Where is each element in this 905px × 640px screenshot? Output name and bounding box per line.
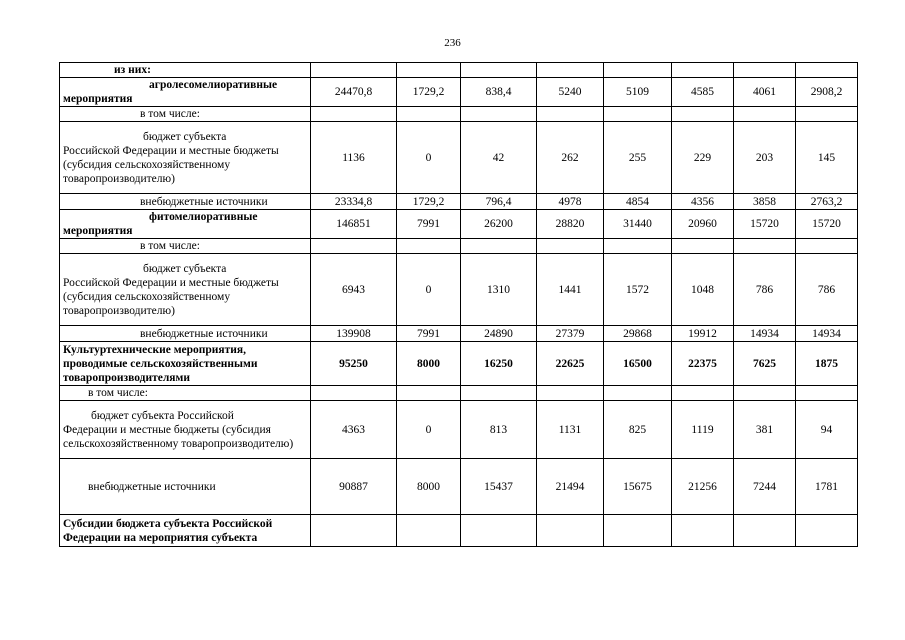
row-label-cell — [60, 515, 311, 547]
value-cell — [537, 515, 604, 547]
value-cell: 28820 — [537, 210, 604, 239]
value-cell: 4356 — [672, 194, 734, 210]
value-cell: 23334,8 — [311, 194, 397, 210]
value-cell: 42 — [461, 122, 537, 194]
value-cell: 786 — [734, 254, 796, 326]
row-label: внебюджетные источники — [140, 327, 268, 340]
value-cell — [734, 239, 796, 254]
table-row — [60, 515, 858, 547]
row-label-cell — [60, 239, 311, 254]
row-label-first-line: бюджет субъекта — [143, 262, 227, 275]
value-cell: 14934 — [796, 326, 858, 342]
table-row — [60, 326, 858, 342]
value-cell: 5109 — [604, 78, 672, 107]
table-row — [60, 342, 858, 386]
table-row — [60, 254, 858, 326]
table-row — [60, 78, 858, 107]
value-cell: 1781 — [796, 459, 858, 515]
value-cell — [537, 239, 604, 254]
row-label: Субсидии бюджета субъекта Российской Федерации на мероприятия субъекта — [63, 517, 273, 544]
value-cell: 4363 — [311, 401, 397, 459]
row-label: внебюджетные источники — [88, 480, 216, 493]
row-label-cell — [60, 326, 311, 342]
table-body — [60, 63, 858, 547]
value-cell: 6943 — [311, 254, 397, 326]
value-cell: 15437 — [461, 459, 537, 515]
value-cell — [537, 107, 604, 122]
value-cell: 7991 — [397, 210, 461, 239]
value-cell: 20960 — [672, 210, 734, 239]
table-row — [60, 122, 858, 194]
value-cell: 1572 — [604, 254, 672, 326]
value-cell: 146851 — [311, 210, 397, 239]
page-number: 236 — [444, 37, 461, 49]
value-cell: 95250 — [311, 342, 397, 386]
value-cell: 19912 — [672, 326, 734, 342]
value-cell: 838,4 — [461, 78, 537, 107]
row-label: внебюджетные источники — [140, 195, 268, 208]
value-cell: 381 — [734, 401, 796, 459]
value-cell — [672, 107, 734, 122]
value-cell: 8000 — [397, 342, 461, 386]
row-label: в том числе: — [140, 108, 200, 120]
value-cell: 27379 — [537, 326, 604, 342]
value-cell: 4854 — [604, 194, 672, 210]
value-cell — [734, 515, 796, 547]
row-label: Культуртехнические мероприятия, проводимые сельскохозяйственными товаропроизводителями — [63, 343, 258, 384]
table-row — [60, 459, 858, 515]
value-cell: 786 — [796, 254, 858, 326]
table-row — [60, 63, 858, 78]
row-label-first-line: фитомелиоративные — [149, 211, 258, 223]
value-cell: 1729,2 — [397, 194, 461, 210]
value-cell: 4061 — [734, 78, 796, 107]
table-row — [60, 401, 858, 459]
value-cell — [796, 107, 858, 122]
value-cell: 24470,8 — [311, 78, 397, 107]
value-cell: 1310 — [461, 254, 537, 326]
value-cell — [397, 515, 461, 547]
value-cell: 139908 — [311, 326, 397, 342]
budget-table — [59, 62, 858, 547]
value-cell — [537, 386, 604, 401]
value-cell: 4978 — [537, 194, 604, 210]
row-label-rest: мероприятия — [63, 225, 133, 237]
value-cell — [604, 63, 672, 78]
value-cell — [672, 63, 734, 78]
value-cell — [672, 515, 734, 547]
value-cell: 7625 — [734, 342, 796, 386]
value-cell — [672, 386, 734, 401]
value-cell — [796, 386, 858, 401]
table-row — [60, 107, 858, 122]
value-cell: 14934 — [734, 326, 796, 342]
table-row — [60, 210, 858, 239]
value-cell: 21256 — [672, 459, 734, 515]
row-label-cell — [60, 122, 311, 194]
row-label-cell — [60, 401, 311, 459]
value-cell — [397, 107, 461, 122]
row-label-cell — [60, 78, 311, 107]
value-cell — [311, 63, 397, 78]
row-label-cell — [60, 254, 311, 326]
row-label-first-line: бюджет субъекта Российской — [91, 409, 234, 422]
value-cell — [672, 239, 734, 254]
value-cell: 1875 — [796, 342, 858, 386]
value-cell: 7244 — [734, 459, 796, 515]
value-cell: 15675 — [604, 459, 672, 515]
row-label-rest: Федерации и местные бюджеты (субсидия сельскохозяйственному товаропроизводителю) — [63, 423, 294, 450]
row-label-cell — [60, 210, 311, 239]
value-cell — [311, 386, 397, 401]
row-label-cell — [60, 459, 311, 515]
value-cell: 203 — [734, 122, 796, 194]
value-cell: 145 — [796, 122, 858, 194]
value-cell: 1119 — [672, 401, 734, 459]
value-cell — [604, 239, 672, 254]
value-cell: 29868 — [604, 326, 672, 342]
value-cell — [796, 239, 858, 254]
row-label-rest: Российской Федерации и местные бюджеты (субсидия сельскохозяйственному товаропроизводителю) — [63, 144, 279, 185]
value-cell: 1131 — [537, 401, 604, 459]
value-cell: 0 — [397, 401, 461, 459]
value-cell: 16250 — [461, 342, 537, 386]
value-cell — [461, 107, 537, 122]
value-cell — [604, 515, 672, 547]
row-label-first-line: бюджет субъекта — [143, 130, 227, 143]
value-cell: 825 — [604, 401, 672, 459]
value-cell — [461, 63, 537, 78]
value-cell: 813 — [461, 401, 537, 459]
row-label: в том числе: — [140, 240, 200, 252]
value-cell: 1441 — [537, 254, 604, 326]
value-cell: 22375 — [672, 342, 734, 386]
value-cell — [734, 107, 796, 122]
value-cell — [604, 107, 672, 122]
value-cell: 2763,2 — [796, 194, 858, 210]
value-cell: 0 — [397, 254, 461, 326]
value-cell — [796, 63, 858, 78]
value-cell: 7991 — [397, 326, 461, 342]
value-cell — [461, 515, 537, 547]
row-label-cell — [60, 194, 311, 210]
value-cell: 24890 — [461, 326, 537, 342]
value-cell: 796,4 — [461, 194, 537, 210]
value-cell: 1136 — [311, 122, 397, 194]
value-cell — [311, 107, 397, 122]
row-label: из них: — [114, 64, 151, 76]
row-label-cell — [60, 386, 311, 401]
value-cell: 8000 — [397, 459, 461, 515]
value-cell — [397, 63, 461, 78]
row-label-cell — [60, 107, 311, 122]
table-row — [60, 239, 858, 254]
value-cell — [461, 386, 537, 401]
row-label-rest: мероприятия — [63, 93, 133, 105]
value-cell: 4585 — [672, 78, 734, 107]
value-cell — [796, 515, 858, 547]
value-cell: 5240 — [537, 78, 604, 107]
row-label-cell — [60, 63, 311, 78]
row-label: в том числе: — [88, 387, 148, 399]
value-cell — [734, 386, 796, 401]
value-cell: 94 — [796, 401, 858, 459]
value-cell: 26200 — [461, 210, 537, 239]
value-cell: 31440 — [604, 210, 672, 239]
row-label-first-line: агролесомелиоративные — [149, 79, 278, 91]
value-cell — [397, 239, 461, 254]
value-cell — [461, 239, 537, 254]
row-label-cell — [60, 342, 311, 386]
value-cell — [734, 63, 796, 78]
table-row — [60, 386, 858, 401]
value-cell: 1729,2 — [397, 78, 461, 107]
value-cell: 262 — [537, 122, 604, 194]
row-label-rest: Российской Федерации и местные бюджеты (субсидия сельскохозяйственному товаропроизводителю) — [63, 276, 279, 317]
value-cell: 21494 — [537, 459, 604, 515]
value-cell: 0 — [397, 122, 461, 194]
value-cell — [311, 515, 397, 547]
value-cell: 90887 — [311, 459, 397, 515]
table-row — [60, 194, 858, 210]
value-cell: 2908,2 — [796, 78, 858, 107]
value-cell — [311, 239, 397, 254]
value-cell — [537, 63, 604, 78]
value-cell: 3858 — [734, 194, 796, 210]
value-cell — [604, 386, 672, 401]
value-cell: 229 — [672, 122, 734, 194]
value-cell: 22625 — [537, 342, 604, 386]
value-cell: 1048 — [672, 254, 734, 326]
value-cell: 255 — [604, 122, 672, 194]
value-cell: 15720 — [734, 210, 796, 239]
value-cell — [397, 386, 461, 401]
value-cell: 15720 — [796, 210, 858, 239]
value-cell: 16500 — [604, 342, 672, 386]
